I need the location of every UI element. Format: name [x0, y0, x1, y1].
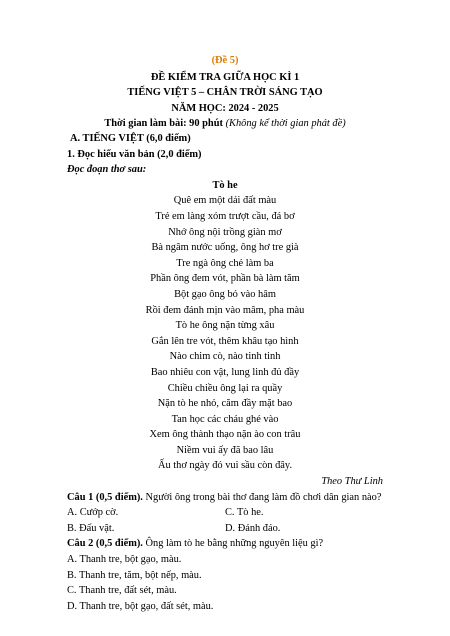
poem-line: Nặn tò he nhỏ, căm đầy mặt bao [157, 398, 293, 410]
answer-option: A. Thanh tre, bột gạo, màu. [67, 554, 182, 566]
question-2-text [67, 536, 383, 552]
poem-line: Bà ngâm nước uống, ông hơ tre già [151, 242, 299, 254]
poem-line: Tò he ông nặn từng xâu [175, 320, 275, 332]
poem-line: Niềm vui ấy đã bao lâu [176, 444, 274, 456]
poem-line: Nhớ ông nội trồng giàn mơ [168, 226, 282, 238]
exam-header [67, 53, 383, 132]
exam-body [67, 131, 383, 614]
poem-line: Tre ngà ông chẻ làm ba [176, 257, 274, 269]
poem [67, 178, 383, 490]
poem-line: Rồi đem đánh mịn vào mâm, pha màu [145, 304, 305, 316]
poem-line: Tan học các cháu ghé vào [171, 413, 279, 425]
question-1-prompt: Người ông trong bài thơ đang làm đồ chơi dân gian nào? [142, 491, 382, 503]
question-2-label: Câu 2 (0,5 điểm). [67, 538, 143, 550]
question-1-label: Câu 1 (0,5 điểm). [67, 491, 143, 503]
answer-option: A. Cướp cờ. [67, 507, 119, 519]
question-1-options-row [67, 505, 383, 521]
poem-line: Ấu thơ ngày đó vui sầu còn đây. [157, 460, 293, 472]
answer-option: B. Thanh tre, tăm, bột nếp, màu. [67, 569, 202, 581]
school-year: NĂM HỌC: 2024 - 2025 [171, 102, 279, 114]
answer-option: D. Đánh đáo. [225, 522, 281, 534]
exam-number: (Đề 5) [211, 55, 239, 66]
poem-author: Theo Thư Linh [321, 476, 383, 488]
poem-line: Gắn lên tre vót, thêm khâu tạo hình [151, 335, 299, 347]
poem-line: Trẻ em làng xóm trượt cầu, đá bơ [155, 210, 295, 222]
question-2-prompt: Ông làm tò he bằng những nguyên liệu gì? [142, 538, 324, 550]
answer-option: C. Thanh tre, đất sét, màu. [67, 585, 177, 597]
poem-line: Quê em một dải đất màu [173, 195, 277, 207]
section-a-heading: A. TIẾNG VIỆT (6,0 điểm) [70, 133, 191, 144]
part-1-heading: 1. Đọc hiểu văn bản (2,0 điểm) [67, 148, 202, 160]
question-1-text [67, 490, 383, 506]
question-2 [67, 536, 383, 614]
exam-subject: TIẾNG VIỆT 5 – CHÂN TRỜI SÁNG TẠO [127, 87, 323, 99]
answer-option: C. Tò he. [225, 507, 264, 519]
poem-line: Phần ông đem vót, phần bà làm tăm [150, 273, 300, 285]
reading-instruction: Đọc đoạn thơ sau: [67, 164, 147, 176]
time-label: Thời gian làm bài: 90 phút [104, 118, 223, 130]
poem-line: Xem ông thành thạo nặn ào con trâu [149, 429, 301, 441]
question-1-options-row [67, 521, 383, 537]
poem-line: Bao nhiêu con vật, lung linh đủ đầy [150, 366, 300, 378]
exam-title: ĐỀ KIỂM TRA GIỮA HỌC KÌ 1 [150, 71, 300, 83]
time-note: (Không kể thời gian phát đề) [225, 118, 346, 130]
poem-line: Chiều chiều ông lại ra quầy [167, 382, 283, 394]
question-1 [67, 490, 383, 537]
time-info [67, 116, 383, 132]
answer-option: B. Đấu vật. [67, 522, 115, 534]
poem-line: Nào chim cò, nào tinh tinh [169, 351, 281, 363]
poem-line: Bột gạo ông bỏ vào hâm [174, 288, 276, 300]
answer-option: D. Thanh tre, bột gạo, đất sét, màu. [67, 600, 214, 612]
poem-title: Tò he [212, 179, 238, 191]
